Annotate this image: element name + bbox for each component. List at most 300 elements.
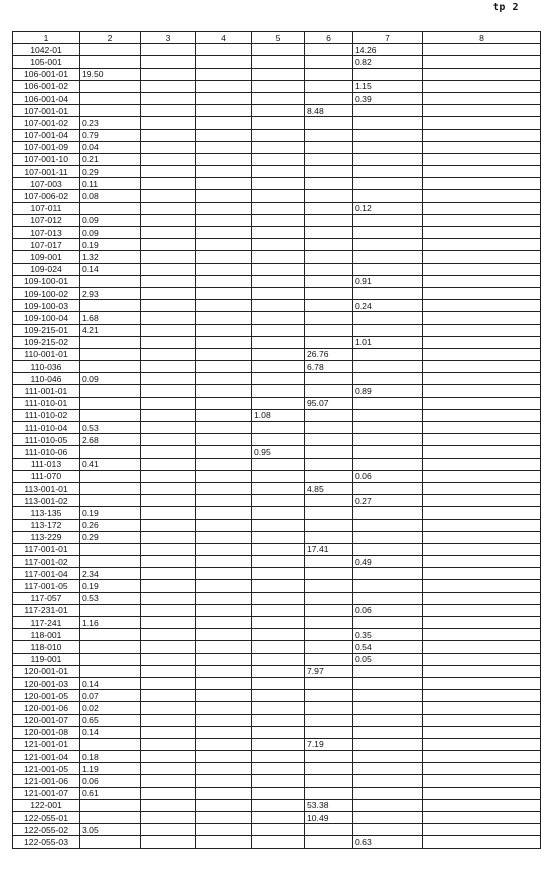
value-cell-col-5	[252, 653, 305, 665]
row-code-cell: 117-057	[13, 592, 80, 604]
value-cell-col-3	[141, 287, 196, 299]
value-cell-col-7	[353, 153, 423, 165]
table-row	[13, 214, 541, 226]
value-cell-col-7	[353, 617, 423, 629]
table-row	[13, 251, 541, 263]
row-code-cell: 117-001-02	[13, 556, 80, 568]
row-code-cell: 113-172	[13, 519, 80, 531]
page-number-mark: tp 2	[492, 2, 519, 13]
value-cell-col-6	[305, 324, 353, 336]
value-cell-col-5	[252, 190, 305, 202]
value-cell-col-7: 0.27	[353, 495, 423, 507]
table-row	[13, 348, 541, 360]
value-cell-col-2: 2.93	[80, 287, 141, 299]
value-cell-col-7	[353, 446, 423, 458]
row-code-cell: 120-001-07	[13, 714, 80, 726]
value-cell-col-6	[305, 702, 353, 714]
row-code-cell: 109-024	[13, 263, 80, 275]
value-cell-col-4	[196, 568, 252, 580]
value-cell-col-2: 1.16	[80, 617, 141, 629]
value-cell-col-4	[196, 446, 252, 458]
value-cell-col-8	[423, 641, 541, 653]
value-cell-col-2: 3.05	[80, 824, 141, 836]
value-cell-col-3	[141, 629, 196, 641]
row-code-cell: 111-010-06	[13, 446, 80, 458]
value-cell-col-3	[141, 214, 196, 226]
row-code-cell: 120-001-06	[13, 702, 80, 714]
row-code-cell: 105-001	[13, 56, 80, 68]
table-row	[13, 190, 541, 202]
value-cell-col-4	[196, 239, 252, 251]
value-cell-col-6	[305, 385, 353, 397]
value-cell-col-2: 0.23	[80, 117, 141, 129]
value-cell-col-5	[252, 726, 305, 738]
value-cell-col-8	[423, 580, 541, 592]
value-cell-col-2: 0.53	[80, 592, 141, 604]
value-cell-col-5	[252, 568, 305, 580]
value-cell-col-3	[141, 190, 196, 202]
value-cell-col-6	[305, 434, 353, 446]
value-cell-col-6	[305, 470, 353, 482]
value-cell-col-3	[141, 92, 196, 104]
value-cell-col-2: 0.14	[80, 726, 141, 738]
row-code-cell: 120-001-01	[13, 665, 80, 677]
row-code-cell: 107-001-01	[13, 105, 80, 117]
value-cell-col-7	[353, 738, 423, 750]
value-cell-col-8	[423, 824, 541, 836]
value-cell-col-3	[141, 556, 196, 568]
row-code-cell: 122-055-03	[13, 836, 80, 848]
table-row	[13, 482, 541, 494]
value-cell-col-6	[305, 287, 353, 299]
value-cell-col-4	[196, 556, 252, 568]
value-cell-col-6	[305, 531, 353, 543]
value-cell-col-5	[252, 812, 305, 824]
value-cell-col-4	[196, 470, 252, 482]
value-cell-col-7	[353, 519, 423, 531]
value-cell-col-6: 7.97	[305, 665, 353, 677]
value-cell-col-3	[141, 568, 196, 580]
value-cell-col-7: 0.35	[353, 629, 423, 641]
value-cell-col-7	[353, 422, 423, 434]
table-row	[13, 300, 541, 312]
value-cell-col-4	[196, 153, 252, 165]
table-row	[13, 690, 541, 702]
value-cell-col-2: 2.68	[80, 434, 141, 446]
table-row	[13, 385, 541, 397]
value-cell-col-5	[252, 604, 305, 616]
row-code-cell: 107-011	[13, 202, 80, 214]
value-cell-col-5	[252, 263, 305, 275]
row-code-cell: 122-001	[13, 799, 80, 811]
row-code-cell: 117-001-01	[13, 543, 80, 555]
row-code-cell: 107-001-02	[13, 117, 80, 129]
header-row	[13, 32, 541, 44]
value-cell-col-6	[305, 166, 353, 178]
value-cell-col-6	[305, 580, 353, 592]
table-row	[13, 446, 541, 458]
value-cell-col-5	[252, 470, 305, 482]
value-cell-col-2: 0.19	[80, 580, 141, 592]
value-cell-col-7	[353, 812, 423, 824]
value-cell-col-8	[423, 604, 541, 616]
table-row	[13, 812, 541, 824]
value-cell-col-5	[252, 239, 305, 251]
value-cell-col-8	[423, 324, 541, 336]
value-cell-col-3	[141, 312, 196, 324]
table-row	[13, 751, 541, 763]
value-cell-col-6	[305, 824, 353, 836]
table-row	[13, 409, 541, 421]
row-code-cell: 122-055-02	[13, 824, 80, 836]
value-cell-col-8	[423, 239, 541, 251]
value-cell-col-5	[252, 361, 305, 373]
value-cell-col-6	[305, 653, 353, 665]
table-row	[13, 824, 541, 836]
value-cell-col-4	[196, 531, 252, 543]
value-cell-col-6	[305, 568, 353, 580]
value-cell-col-5	[252, 348, 305, 360]
row-code-cell: 107-001-10	[13, 153, 80, 165]
value-cell-col-5	[252, 434, 305, 446]
value-cell-col-6: 95.07	[305, 397, 353, 409]
value-cell-col-4	[196, 227, 252, 239]
value-cell-col-5	[252, 556, 305, 568]
value-cell-col-8	[423, 507, 541, 519]
table-row	[13, 507, 541, 519]
row-code-cell: 120-001-03	[13, 677, 80, 689]
table-row	[13, 80, 541, 92]
table-row	[13, 434, 541, 446]
value-cell-col-8	[423, 361, 541, 373]
value-cell-col-8	[423, 458, 541, 470]
value-cell-col-2: 0.14	[80, 263, 141, 275]
value-cell-col-5	[252, 92, 305, 104]
value-cell-col-6	[305, 312, 353, 324]
value-cell-col-7: 0.05	[353, 653, 423, 665]
value-cell-col-4	[196, 751, 252, 763]
row-code-cell: 117-241	[13, 617, 80, 629]
table-row	[13, 397, 541, 409]
table-row	[13, 287, 541, 299]
value-cell-col-3	[141, 775, 196, 787]
value-cell-col-7: 0.63	[353, 836, 423, 848]
column-header-5: 5	[252, 32, 305, 44]
value-cell-col-7	[353, 531, 423, 543]
value-cell-col-4	[196, 68, 252, 80]
value-cell-col-4	[196, 287, 252, 299]
value-cell-col-8	[423, 617, 541, 629]
value-cell-col-4	[196, 80, 252, 92]
value-cell-col-7	[353, 373, 423, 385]
value-cell-col-7	[353, 592, 423, 604]
row-code-cell: 107-013	[13, 227, 80, 239]
value-cell-col-2: 4.21	[80, 324, 141, 336]
value-cell-col-7	[353, 361, 423, 373]
table-row	[13, 153, 541, 165]
value-cell-col-2	[80, 385, 141, 397]
value-cell-col-6	[305, 775, 353, 787]
table-row	[13, 568, 541, 580]
value-cell-col-8	[423, 799, 541, 811]
value-cell-col-4	[196, 629, 252, 641]
value-cell-col-6	[305, 178, 353, 190]
value-cell-col-2: 0.41	[80, 458, 141, 470]
value-cell-col-8	[423, 714, 541, 726]
value-cell-col-7	[353, 251, 423, 263]
value-cell-col-8	[423, 56, 541, 68]
value-cell-col-3	[141, 580, 196, 592]
value-cell-col-8	[423, 787, 541, 799]
value-cell-col-4	[196, 677, 252, 689]
value-cell-col-8	[423, 653, 541, 665]
value-cell-col-7	[353, 787, 423, 799]
value-cell-col-5	[252, 105, 305, 117]
value-cell-col-5	[252, 422, 305, 434]
value-cell-col-7	[353, 763, 423, 775]
value-cell-col-4	[196, 726, 252, 738]
table-row	[13, 726, 541, 738]
value-cell-col-3	[141, 446, 196, 458]
value-cell-col-3	[141, 141, 196, 153]
value-cell-col-5	[252, 690, 305, 702]
value-cell-col-2	[80, 397, 141, 409]
value-cell-col-4	[196, 190, 252, 202]
column-header-3: 3	[141, 32, 196, 44]
value-cell-col-2: 0.61	[80, 787, 141, 799]
value-cell-col-7	[353, 178, 423, 190]
value-cell-col-6	[305, 263, 353, 275]
value-cell-col-8	[423, 775, 541, 787]
value-cell-col-6: 4.85	[305, 482, 353, 494]
value-cell-col-6	[305, 251, 353, 263]
table-row	[13, 495, 541, 507]
data-table	[12, 31, 541, 849]
value-cell-col-5	[252, 775, 305, 787]
value-cell-col-8	[423, 677, 541, 689]
value-cell-col-8	[423, 178, 541, 190]
value-cell-col-3	[141, 80, 196, 92]
value-cell-col-3	[141, 812, 196, 824]
value-cell-col-7	[353, 702, 423, 714]
value-cell-col-2: 0.26	[80, 519, 141, 531]
value-cell-col-4	[196, 44, 252, 56]
value-cell-col-3	[141, 348, 196, 360]
value-cell-col-7: 1.01	[353, 336, 423, 348]
table-row	[13, 239, 541, 251]
value-cell-col-5	[252, 617, 305, 629]
value-cell-col-6	[305, 141, 353, 153]
value-cell-col-3	[141, 738, 196, 750]
value-cell-col-5	[252, 178, 305, 190]
value-cell-col-5	[252, 751, 305, 763]
value-cell-col-2	[80, 56, 141, 68]
value-cell-col-7	[353, 324, 423, 336]
value-cell-col-2	[80, 275, 141, 287]
value-cell-col-2	[80, 300, 141, 312]
value-cell-col-2: 0.09	[80, 373, 141, 385]
value-cell-col-6	[305, 677, 353, 689]
value-cell-col-2: 0.29	[80, 531, 141, 543]
table-row	[13, 56, 541, 68]
value-cell-col-8	[423, 44, 541, 56]
value-cell-col-7	[353, 677, 423, 689]
value-cell-col-5	[252, 824, 305, 836]
row-code-cell: 121-001-04	[13, 751, 80, 763]
value-cell-col-3	[141, 263, 196, 275]
row-code-cell: 111-010-05	[13, 434, 80, 446]
value-cell-col-2: 0.14	[80, 677, 141, 689]
value-cell-col-2	[80, 629, 141, 641]
value-cell-col-8	[423, 397, 541, 409]
table-row	[13, 44, 541, 56]
value-cell-col-8	[423, 373, 541, 385]
value-cell-col-8	[423, 190, 541, 202]
value-cell-col-3	[141, 543, 196, 555]
value-cell-col-6	[305, 458, 353, 470]
value-cell-col-2	[80, 361, 141, 373]
table-row	[13, 543, 541, 555]
row-code-cell: 109-100-02	[13, 287, 80, 299]
value-cell-col-6	[305, 214, 353, 226]
value-cell-col-8	[423, 763, 541, 775]
value-cell-col-3	[141, 178, 196, 190]
value-cell-col-3	[141, 458, 196, 470]
value-cell-col-5	[252, 56, 305, 68]
value-cell-col-7: 0.91	[353, 275, 423, 287]
value-cell-col-2: 0.08	[80, 190, 141, 202]
row-code-cell: 107-006-02	[13, 190, 80, 202]
value-cell-col-4	[196, 836, 252, 848]
value-cell-col-7	[353, 397, 423, 409]
table-row	[13, 714, 541, 726]
table-row	[13, 836, 541, 848]
table-row	[13, 580, 541, 592]
value-cell-col-3	[141, 690, 196, 702]
value-cell-col-6	[305, 836, 353, 848]
value-cell-col-4	[196, 519, 252, 531]
value-cell-col-5	[252, 702, 305, 714]
table-row	[13, 629, 541, 641]
value-cell-col-3	[141, 434, 196, 446]
value-cell-col-7	[353, 68, 423, 80]
value-cell-col-5	[252, 312, 305, 324]
value-cell-col-8	[423, 287, 541, 299]
value-cell-col-7	[353, 141, 423, 153]
row-code-cell: 113-001-02	[13, 495, 80, 507]
value-cell-col-3	[141, 653, 196, 665]
value-cell-col-5	[252, 787, 305, 799]
value-cell-col-7: 0.24	[353, 300, 423, 312]
value-cell-col-3	[141, 617, 196, 629]
value-cell-col-2: 0.02	[80, 702, 141, 714]
row-code-cell: 113-135	[13, 507, 80, 519]
value-cell-col-2: 0.04	[80, 141, 141, 153]
table-row	[13, 312, 541, 324]
value-cell-col-8	[423, 153, 541, 165]
value-cell-col-4	[196, 422, 252, 434]
value-cell-col-3	[141, 592, 196, 604]
value-cell-col-7: 1.15	[353, 80, 423, 92]
value-cell-col-7: 0.82	[353, 56, 423, 68]
value-cell-col-7	[353, 117, 423, 129]
value-cell-col-6: 53.38	[305, 799, 353, 811]
value-cell-col-8	[423, 92, 541, 104]
value-cell-col-3	[141, 105, 196, 117]
value-cell-col-2	[80, 836, 141, 848]
value-cell-col-6	[305, 336, 353, 348]
value-cell-col-8	[423, 738, 541, 750]
value-cell-col-4	[196, 105, 252, 117]
value-cell-col-2	[80, 92, 141, 104]
value-cell-col-8	[423, 690, 541, 702]
value-cell-col-2	[80, 812, 141, 824]
value-cell-col-6	[305, 239, 353, 251]
value-cell-col-2: 1.68	[80, 312, 141, 324]
value-cell-col-8	[423, 592, 541, 604]
value-cell-col-4	[196, 763, 252, 775]
value-cell-col-7	[353, 129, 423, 141]
value-cell-col-3	[141, 117, 196, 129]
value-cell-col-4	[196, 641, 252, 653]
value-cell-col-5	[252, 68, 305, 80]
row-code-cell: 106-001-02	[13, 80, 80, 92]
value-cell-col-6	[305, 726, 353, 738]
value-cell-col-8	[423, 568, 541, 580]
value-cell-col-7: 0.06	[353, 470, 423, 482]
value-cell-col-3	[141, 714, 196, 726]
column-header-7: 7	[353, 32, 423, 44]
value-cell-col-4	[196, 324, 252, 336]
row-code-cell: 107-001-09	[13, 141, 80, 153]
value-cell-col-5	[252, 507, 305, 519]
table-row	[13, 336, 541, 348]
row-code-cell: 107-003	[13, 178, 80, 190]
value-cell-col-4	[196, 373, 252, 385]
value-cell-col-4	[196, 263, 252, 275]
value-cell-col-4	[196, 482, 252, 494]
value-cell-col-3	[141, 56, 196, 68]
value-cell-col-2: 0.09	[80, 227, 141, 239]
column-header-4: 4	[196, 32, 252, 44]
value-cell-col-2: 1.19	[80, 763, 141, 775]
value-cell-col-4	[196, 702, 252, 714]
table-row	[13, 129, 541, 141]
table-row	[13, 738, 541, 750]
table-row	[13, 166, 541, 178]
value-cell-col-3	[141, 519, 196, 531]
value-cell-col-3	[141, 44, 196, 56]
value-cell-col-7	[353, 580, 423, 592]
value-cell-col-3	[141, 153, 196, 165]
value-cell-col-5	[252, 300, 305, 312]
value-cell-col-7	[353, 409, 423, 421]
value-cell-col-4	[196, 56, 252, 68]
value-cell-col-6	[305, 117, 353, 129]
value-cell-col-8	[423, 214, 541, 226]
table-row	[13, 227, 541, 239]
value-cell-col-7	[353, 824, 423, 836]
value-cell-col-4	[196, 738, 252, 750]
value-cell-col-2: 0.53	[80, 422, 141, 434]
value-cell-col-4	[196, 397, 252, 409]
value-cell-col-3	[141, 726, 196, 738]
value-cell-col-8	[423, 129, 541, 141]
value-cell-col-4	[196, 714, 252, 726]
value-cell-col-4	[196, 202, 252, 214]
value-cell-col-5	[252, 495, 305, 507]
row-code-cell: 121-001-01	[13, 738, 80, 750]
